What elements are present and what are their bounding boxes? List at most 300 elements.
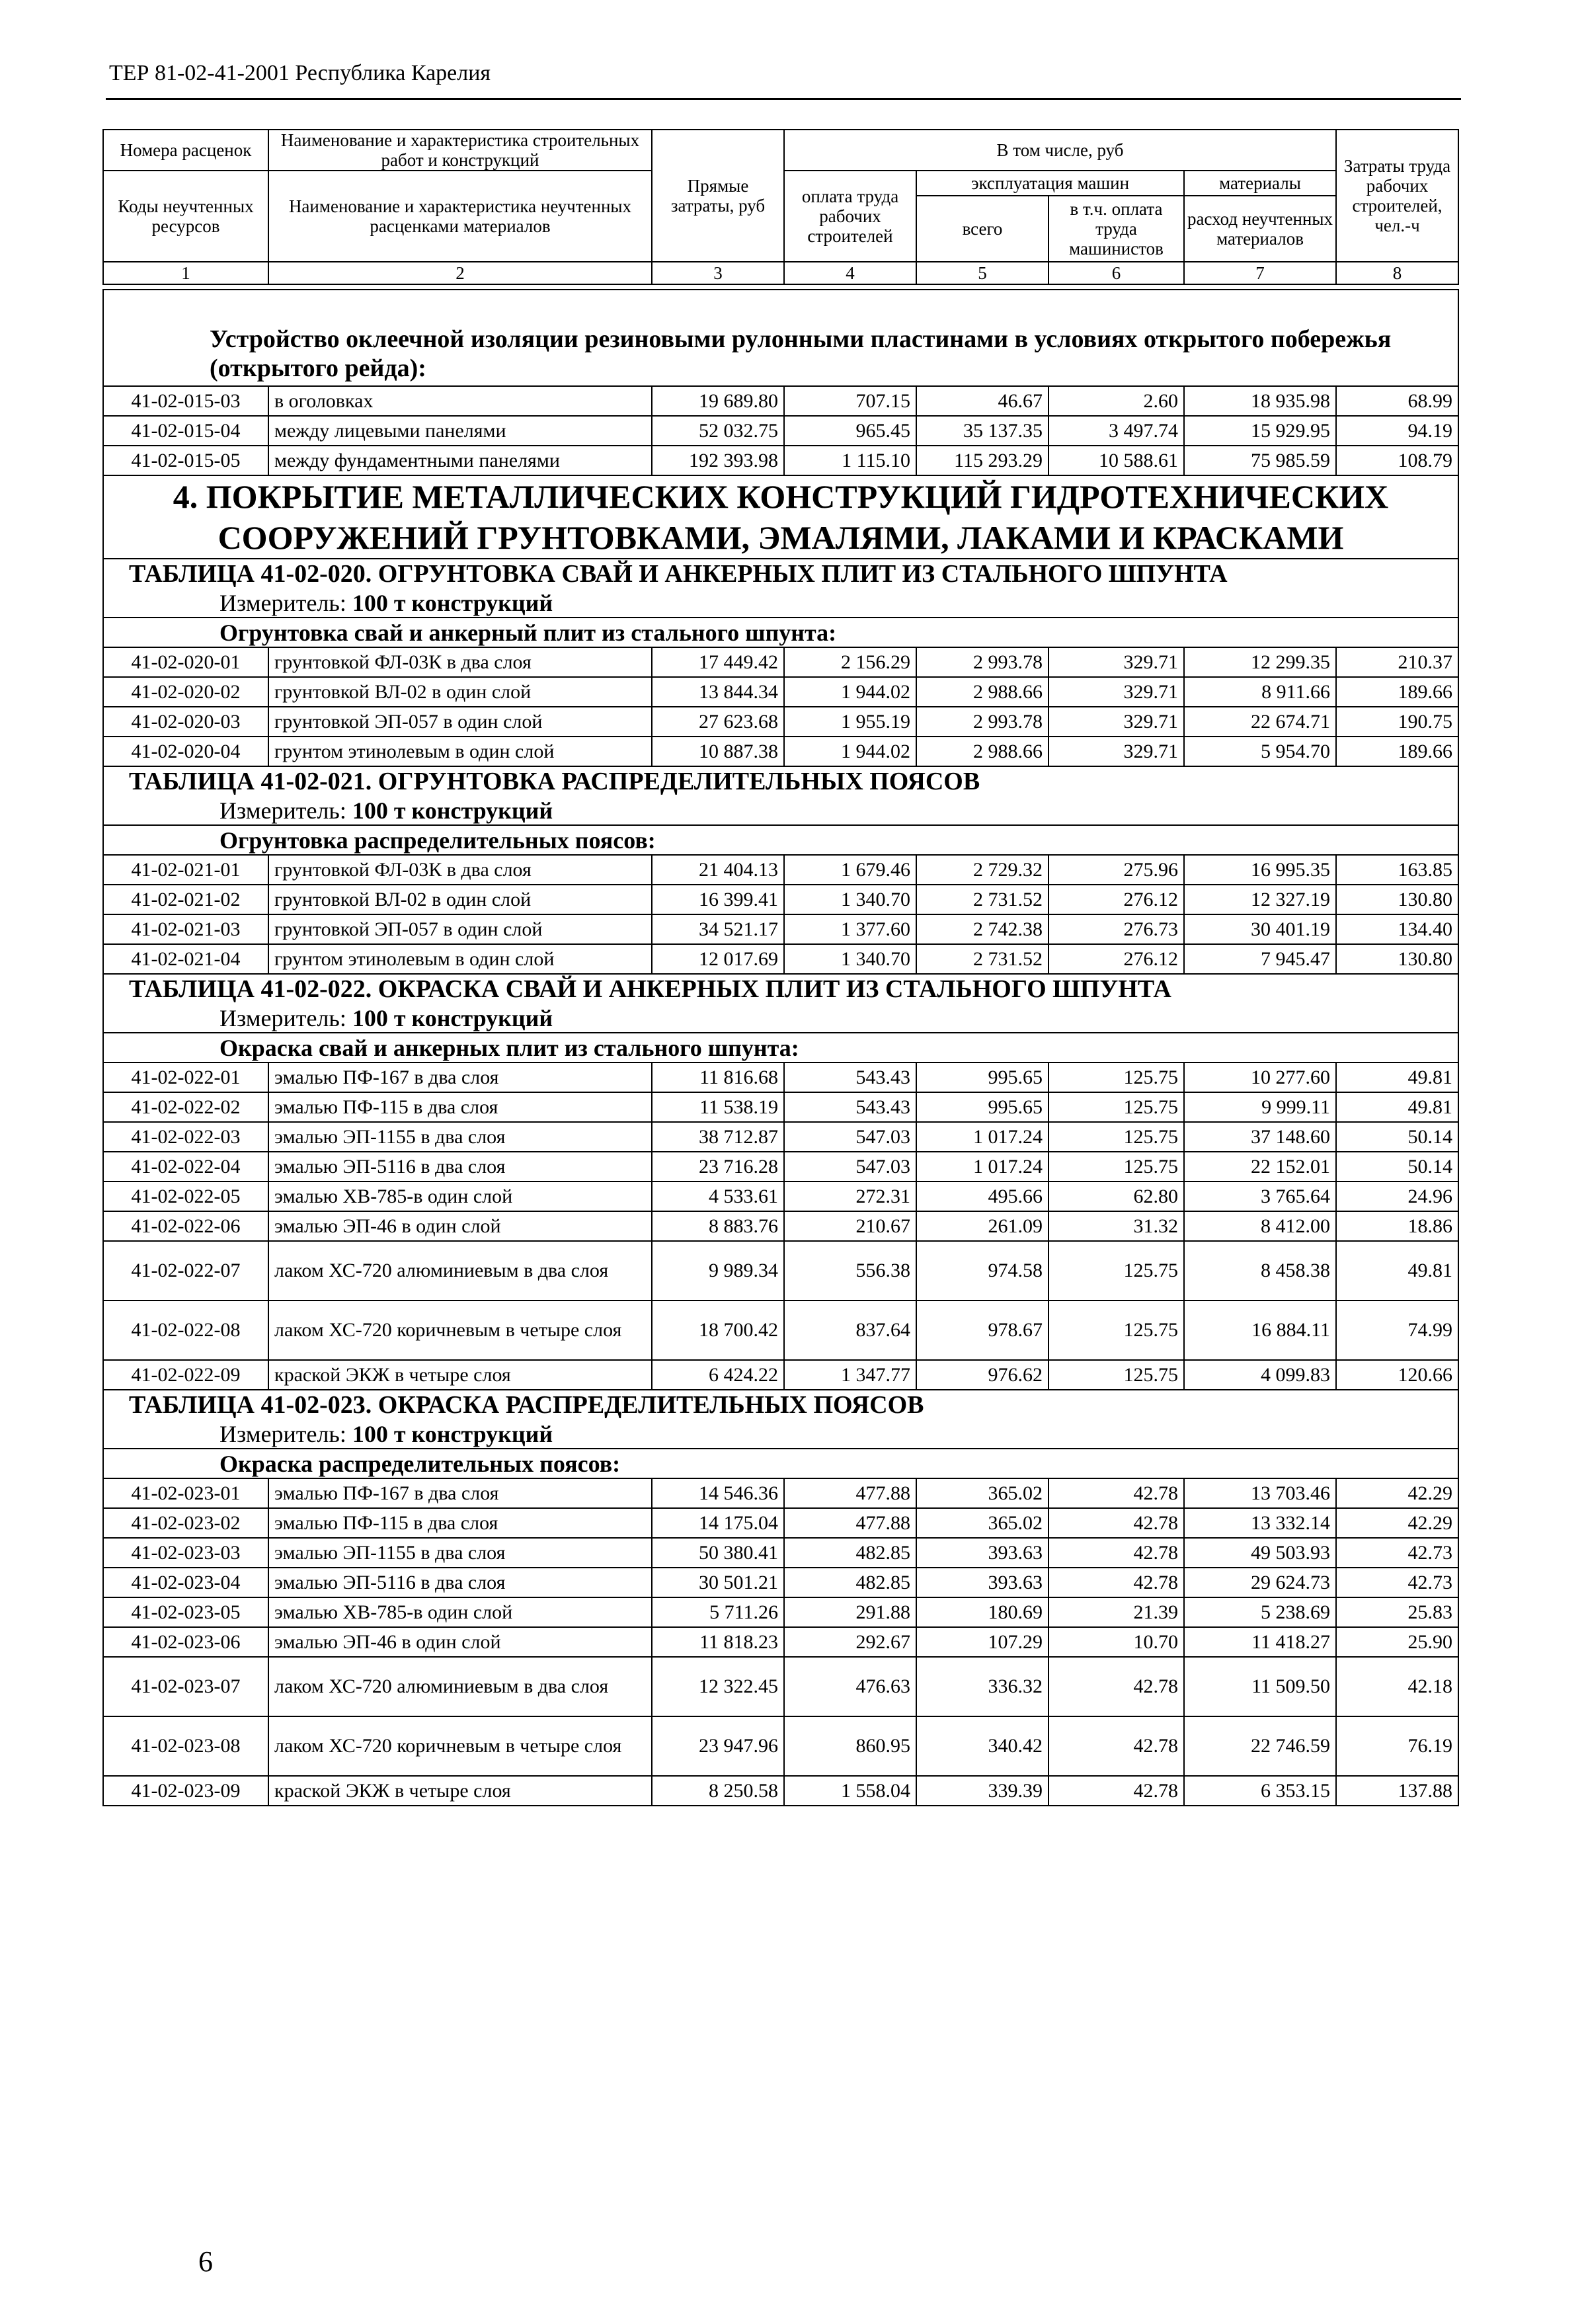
direct-cost: 30 501.21: [652, 1568, 784, 1597]
material-cost: 13 703.46: [1184, 1478, 1336, 1508]
worker-wages: 1 340.70: [784, 944, 916, 974]
work-description: грунтом этинолевым в один слой: [268, 737, 652, 766]
direct-cost: 17 449.42: [652, 647, 784, 677]
labor-hours: 74.99: [1336, 1301, 1458, 1360]
rate-code: 41-02-021-01: [103, 855, 268, 885]
material-cost: 13 332.14: [1184, 1508, 1336, 1538]
labor-hours: 134.40: [1336, 914, 1458, 944]
machine-cost: 978.67: [916, 1301, 1048, 1360]
machine-cost: 340.42: [916, 1716, 1048, 1776]
direct-cost: 23 947.96: [652, 1716, 784, 1776]
labor-hours: 42.73: [1336, 1538, 1458, 1568]
machine-cost: 180.69: [916, 1597, 1048, 1627]
worker-wages: 1 115.10: [784, 446, 916, 475]
machine-cost: 976.62: [916, 1360, 1048, 1390]
meter-value: 100 т конструкций: [352, 797, 553, 824]
material-cost: 49 503.93: [1184, 1538, 1336, 1568]
operator-wages: 42.78: [1048, 1776, 1184, 1806]
worker-wages: 1 377.60: [784, 914, 916, 944]
machine-cost: 46.67: [916, 386, 1048, 416]
direct-cost: 8 883.76: [652, 1211, 784, 1241]
worker-wages: 1 679.46: [784, 855, 916, 885]
table-row: [103, 885, 1458, 914]
direct-cost: 16 399.41: [652, 885, 784, 914]
meter-022: [103, 1004, 1458, 1033]
machine-cost: 995.65: [916, 1092, 1048, 1122]
rate-code: 41-02-020-04: [103, 737, 268, 766]
work-description: эмалью ПФ-115 в два слоя: [268, 1508, 652, 1538]
machine-cost: 995.65: [916, 1062, 1048, 1092]
worker-wages: 477.88: [784, 1478, 916, 1508]
labor-hours: 25.83: [1336, 1597, 1458, 1627]
rate-code: 41-02-022-02: [103, 1092, 268, 1122]
labor-hours: 120.66: [1336, 1360, 1458, 1390]
header-worker-wages: оплата труда рабочих строителей: [784, 171, 916, 262]
direct-cost: 19 689.80: [652, 386, 784, 416]
header-direct-cost: Прямые затраты, руб: [652, 130, 784, 262]
material-cost: 37 148.60: [1184, 1122, 1336, 1152]
work-description: эмалью ПФ-167 в два слоя: [268, 1062, 652, 1092]
rate-code: 41-02-023-02: [103, 1508, 268, 1538]
direct-cost: 10 887.38: [652, 737, 784, 766]
operator-wages: 10.70: [1048, 1627, 1184, 1657]
work-description: эмалью ЭП-1155 в два слоя: [268, 1122, 652, 1152]
header-including: В том числе, руб: [784, 130, 1336, 171]
rate-code: 41-02-022-06: [103, 1211, 268, 1241]
work-description: лаком ХС-720 алюминиевым в два слоя: [268, 1657, 652, 1716]
work-description: эмалью ХВ-785-в один слой: [268, 1597, 652, 1627]
table-row: [103, 1597, 1458, 1627]
table-row: [103, 1478, 1458, 1508]
work-description: лаком ХС-720 алюминиевым в два слоя: [268, 1241, 652, 1301]
worker-wages: 291.88: [784, 1597, 916, 1627]
work-description: эмалью ЭП-5116 в два слоя: [268, 1152, 652, 1182]
meter-value: 100 т конструкций: [352, 1420, 553, 1447]
labor-hours: 50.14: [1336, 1152, 1458, 1182]
labor-hours: 49.81: [1336, 1092, 1458, 1122]
table-022-rows: [103, 1062, 1458, 1390]
material-cost: 16 995.35: [1184, 855, 1336, 885]
labor-hours: 189.66: [1336, 677, 1458, 707]
direct-cost: 21 404.13: [652, 855, 784, 885]
labor-hours: 42.29: [1336, 1508, 1458, 1538]
machine-cost: 365.02: [916, 1478, 1048, 1508]
meter-label: Измеритель:: [219, 797, 346, 824]
material-cost: 9 999.11: [1184, 1092, 1336, 1122]
work-description: грунтовкой ФЛ-03К в два слоя: [268, 647, 652, 677]
machine-cost: 35 137.35: [916, 416, 1048, 446]
worker-wages: 482.85: [784, 1568, 916, 1597]
material-cost: 29 624.73: [1184, 1568, 1336, 1597]
page-number: 6: [198, 2245, 213, 2278]
worker-wages: 547.03: [784, 1122, 916, 1152]
rate-code: 41-02-021-02: [103, 885, 268, 914]
operator-wages: 125.75: [1048, 1241, 1184, 1301]
material-cost: 11 509.50: [1184, 1657, 1336, 1716]
labor-hours: 137.88: [1336, 1776, 1458, 1806]
work-description: между лицевыми панелями: [268, 416, 652, 446]
direct-cost: 13 844.34: [652, 677, 784, 707]
material-cost: 16 884.11: [1184, 1301, 1336, 1360]
header-material-name: Наименование и характеристика неучтенных расценками материалов: [268, 171, 652, 262]
worker-wages: 1 944.02: [784, 737, 916, 766]
table-row: [103, 416, 1458, 446]
material-cost: 11 418.27: [1184, 1627, 1336, 1657]
meter-value: 100 т конструкций: [352, 1004, 553, 1031]
worker-wages: 2 156.29: [784, 647, 916, 677]
table-row: [103, 737, 1458, 766]
work-description: грунтовкой ЭП-057 в один слой: [268, 707, 652, 737]
operator-wages: 275.96: [1048, 855, 1184, 885]
work-description: эмалью ЭП-46 в один слой: [268, 1627, 652, 1657]
table-023-rows: [103, 1478, 1458, 1806]
labor-hours: 76.19: [1336, 1716, 1458, 1776]
worker-wages: 543.43: [784, 1092, 916, 1122]
direct-cost: 23 716.28: [652, 1152, 784, 1182]
direct-cost: 34 521.17: [652, 914, 784, 944]
work-description: эмалью ЭП-5116 в два слоя: [268, 1568, 652, 1597]
column-number: 2: [268, 262, 652, 284]
operator-wages: 62.80: [1048, 1182, 1184, 1211]
machine-cost: 2 993.78: [916, 707, 1048, 737]
operator-wages: 276.12: [1048, 944, 1184, 974]
direct-cost: 27 623.68: [652, 707, 784, 737]
rate-code: 41-02-023-08: [103, 1716, 268, 1776]
rate-code: 41-02-022-04: [103, 1152, 268, 1182]
worker-wages: 556.38: [784, 1241, 916, 1301]
material-cost: 22 152.01: [1184, 1152, 1336, 1182]
machine-cost: 495.66: [916, 1182, 1048, 1211]
table-row: [103, 647, 1458, 677]
table-title-020: ТАБЛИЦА 41-02-020. ОГРУНТОВКА СВАЙ И АНКЕРНЫХ ПЛИТ ИЗ СТАЛЬНОГО ШПУНТА: [103, 559, 1458, 588]
section-title-row: [103, 290, 1458, 386]
work-description: грунтовкой ВЛ-02 в один слой: [268, 885, 652, 914]
direct-cost: 11 538.19: [652, 1092, 784, 1122]
work-description: в оголовках: [268, 386, 652, 416]
section-title: Устройство оклеечной изоляции резиновыми рулонными пластинами в условиях открытого побережья (открытого рейда):: [103, 290, 1458, 386]
worker-wages: 707.15: [784, 386, 916, 416]
rate-code: 41-02-020-01: [103, 647, 268, 677]
worker-wages: 965.45: [784, 416, 916, 446]
work-description: эмалью ХВ-785-в один слой: [268, 1182, 652, 1211]
material-cost: 15 929.95: [1184, 416, 1336, 446]
subhead-023: Окраска распределительных поясов:: [103, 1449, 1458, 1478]
machine-cost: 2 993.78: [916, 647, 1048, 677]
meter-value: 100 т конструкций: [352, 589, 553, 616]
operator-wages: 329.71: [1048, 737, 1184, 766]
subhead-020: Огрунтовка свай и анкерный плит из стального шпунта:: [103, 618, 1458, 647]
operator-wages: 10 588.61: [1048, 446, 1184, 475]
machine-cost: 1 017.24: [916, 1122, 1048, 1152]
machine-cost: 2 988.66: [916, 677, 1048, 707]
labor-hours: 108.79: [1336, 446, 1458, 475]
header-rule: [106, 98, 1461, 100]
table-row: [103, 386, 1458, 416]
labor-hours: 42.73: [1336, 1568, 1458, 1597]
header-machines-total: всего: [916, 196, 1048, 262]
direct-cost: 8 250.58: [652, 1776, 784, 1806]
machine-cost: 365.02: [916, 1508, 1048, 1538]
worker-wages: 477.88: [784, 1508, 916, 1538]
header-work-name: Наименование и характеристика строительных работ и конструкций: [268, 130, 652, 171]
column-number: 1: [103, 262, 268, 284]
header-machines: эксплуатация машин: [916, 171, 1184, 196]
operator-wages: 2.60: [1048, 386, 1184, 416]
chapter-title: 4. ПОКРЫТИЕ МЕТАЛЛИЧЕСКИХ КОНСТРУКЦИЙ ГИДРОТЕХНИЧЕСКИХ СООРУЖЕНИЙ ГРУНТОВКАМИ, ЭМАЛЯМИ, ЛАКАМИ И КРАСКАМИ: [103, 475, 1458, 559]
worker-wages: 292.67: [784, 1627, 916, 1657]
work-description: грунтовкой ФЛ-03К в два слоя: [268, 855, 652, 885]
operator-wages: 329.71: [1048, 707, 1184, 737]
column-number: 3: [652, 262, 784, 284]
material-cost: 4 099.83: [1184, 1360, 1336, 1390]
machine-cost: 2 731.52: [916, 885, 1048, 914]
direct-cost: 6 424.22: [652, 1360, 784, 1390]
material-cost: 22 674.71: [1184, 707, 1336, 737]
column-number: 6: [1048, 262, 1184, 284]
machine-cost: 339.39: [916, 1776, 1048, 1806]
table-row: [103, 446, 1458, 475]
machine-cost: 261.09: [916, 1211, 1048, 1241]
header-unaccounted-materials: расход неучтенных материалов: [1184, 196, 1336, 262]
direct-cost: 38 712.87: [652, 1122, 784, 1152]
direct-cost: 12 322.45: [652, 1657, 784, 1716]
table-row: [103, 1627, 1458, 1657]
material-cost: 8 911.66: [1184, 677, 1336, 707]
operator-wages: 42.78: [1048, 1716, 1184, 1776]
direct-cost: 52 032.75: [652, 416, 784, 446]
work-description: краской ЭКЖ в четыре слоя: [268, 1360, 652, 1390]
direct-cost: 9 989.34: [652, 1241, 784, 1301]
rate-code: 41-02-022-08: [103, 1301, 268, 1360]
work-description: краской ЭКЖ в четыре слоя: [268, 1776, 652, 1806]
worker-wages: 1 558.04: [784, 1776, 916, 1806]
operator-wages: 42.78: [1048, 1538, 1184, 1568]
work-description: между фундаментными панелями: [268, 446, 652, 475]
worker-wages: 476.63: [784, 1657, 916, 1716]
material-cost: 18 935.98: [1184, 386, 1336, 416]
material-cost: 22 746.59: [1184, 1716, 1336, 1776]
column-number: 7: [1184, 262, 1336, 284]
worker-wages: 210.67: [784, 1211, 916, 1241]
labor-hours: 94.19: [1336, 416, 1458, 446]
rate-code: 41-02-021-04: [103, 944, 268, 974]
work-description: эмалью ЭП-1155 в два слоя: [268, 1538, 652, 1568]
operator-wages: 125.75: [1048, 1062, 1184, 1092]
operator-wages: 42.78: [1048, 1657, 1184, 1716]
meter-021: [103, 796, 1458, 825]
operator-wages: 329.71: [1048, 677, 1184, 707]
worker-wages: 1 347.77: [784, 1360, 916, 1390]
work-description: грунтом этинолевым в один слой: [268, 944, 652, 974]
labor-hours: 42.29: [1336, 1478, 1458, 1508]
rate-code: 41-02-023-07: [103, 1657, 268, 1716]
worker-wages: 482.85: [784, 1538, 916, 1568]
direct-cost: 18 700.42: [652, 1301, 784, 1360]
labor-hours: 24.96: [1336, 1182, 1458, 1211]
worker-wages: 272.31: [784, 1182, 916, 1211]
direct-cost: 4 533.61: [652, 1182, 784, 1211]
operator-wages: 125.75: [1048, 1152, 1184, 1182]
worker-wages: 1 340.70: [784, 885, 916, 914]
table-020-rows: [103, 647, 1458, 766]
direct-cost: 14 175.04: [652, 1508, 784, 1538]
direct-cost: 14 546.36: [652, 1478, 784, 1508]
meter-label: Измеритель:: [219, 589, 346, 616]
table-row: [103, 1062, 1458, 1092]
column-number: 4: [784, 262, 916, 284]
material-cost: 8 412.00: [1184, 1211, 1336, 1241]
direct-cost: 192 393.98: [652, 446, 784, 475]
worker-wages: 837.64: [784, 1301, 916, 1360]
header-labor-costs: Затраты труда рабочих строителей, чел.-ч: [1336, 130, 1458, 262]
rate-code: 41-02-023-09: [103, 1776, 268, 1806]
operator-wages: 276.73: [1048, 914, 1184, 944]
page-header: ТЕР 81-02-41-2001 Республика Карелия: [109, 61, 491, 85]
table-row: [103, 1360, 1458, 1390]
rate-code: 41-02-022-09: [103, 1360, 268, 1390]
header-rate-number: Номера расценок: [103, 130, 268, 171]
table-row: [103, 1716, 1458, 1776]
operator-wages: 31.32: [1048, 1211, 1184, 1241]
labor-hours: 190.75: [1336, 707, 1458, 737]
material-cost: 7 945.47: [1184, 944, 1336, 974]
work-description: грунтовкой ЭП-057 в один слой: [268, 914, 652, 944]
work-description: эмалью ПФ-167 в два слоя: [268, 1478, 652, 1508]
table-row: [103, 677, 1458, 707]
column-number: 5: [916, 262, 1048, 284]
operator-wages: 329.71: [1048, 647, 1184, 677]
labor-hours: 42.18: [1336, 1657, 1458, 1716]
labor-hours: 130.80: [1336, 885, 1458, 914]
labor-hours: 49.81: [1336, 1062, 1458, 1092]
rate-code: 41-02-022-07: [103, 1241, 268, 1301]
table-row: [103, 1241, 1458, 1301]
header-operator-wages: в т.ч. оплата труда машинистов: [1048, 196, 1184, 262]
direct-cost: 50 380.41: [652, 1538, 784, 1568]
table-row: [103, 1092, 1458, 1122]
worker-wages: 543.43: [784, 1062, 916, 1092]
table-row: [103, 707, 1458, 737]
machine-cost: 2 742.38: [916, 914, 1048, 944]
rate-code: 41-02-023-06: [103, 1627, 268, 1657]
machine-cost: 336.32: [916, 1657, 1048, 1716]
table-row: [103, 1776, 1458, 1806]
work-description: эмалью ЭП-46 в один слой: [268, 1211, 652, 1241]
worker-wages: 1 955.19: [784, 707, 916, 737]
rate-code: 41-02-023-05: [103, 1597, 268, 1627]
header-materials: материалы: [1184, 171, 1336, 196]
table-title-022: ТАБЛИЦА 41-02-022. ОКРАСКА СВАЙ И АНКЕРНЫХ ПЛИТ ИЗ СТАЛЬНОГО ШПУНТА: [103, 974, 1458, 1004]
meter-023: [103, 1420, 1458, 1449]
worker-wages: 1 944.02: [784, 677, 916, 707]
material-cost: 10 277.60: [1184, 1062, 1336, 1092]
table-row: [103, 1182, 1458, 1211]
machine-cost: 115 293.29: [916, 446, 1048, 475]
section-a-rows: [103, 386, 1458, 475]
work-description: эмалью ПФ-115 в два слоя: [268, 1092, 652, 1122]
labor-hours: 18.86: [1336, 1211, 1458, 1241]
rate-code: 41-02-020-02: [103, 677, 268, 707]
labor-hours: 49.81: [1336, 1241, 1458, 1301]
operator-wages: 42.78: [1048, 1568, 1184, 1597]
subhead-022: Окраска свай и анкерных плит из стального шпунта:: [103, 1033, 1458, 1062]
table-row: [103, 855, 1458, 885]
subhead-021: Огрунтовка распределительных поясов:: [103, 825, 1458, 855]
table-row: [103, 1122, 1458, 1152]
rate-code: 41-02-022-01: [103, 1062, 268, 1092]
machine-cost: 2 988.66: [916, 737, 1048, 766]
rate-code: 41-02-015-05: [103, 446, 268, 475]
material-cost: 3 765.64: [1184, 1182, 1336, 1211]
operator-wages: 276.12: [1048, 885, 1184, 914]
direct-cost: 11 816.68: [652, 1062, 784, 1092]
rate-code: 41-02-022-05: [103, 1182, 268, 1211]
machine-cost: 393.63: [916, 1538, 1048, 1568]
meter-label: Измеритель:: [219, 1420, 346, 1447]
labor-hours: 25.90: [1336, 1627, 1458, 1657]
labor-hours: 68.99: [1336, 386, 1458, 416]
direct-cost: 11 818.23: [652, 1627, 784, 1657]
labor-hours: 189.66: [1336, 737, 1458, 766]
rate-code: 41-02-021-03: [103, 914, 268, 944]
table-row: [103, 1301, 1458, 1360]
labor-hours: 210.37: [1336, 647, 1458, 677]
operator-wages: 125.75: [1048, 1360, 1184, 1390]
rate-code: 41-02-020-03: [103, 707, 268, 737]
table-row: [103, 1657, 1458, 1716]
column-number: 8: [1336, 262, 1458, 284]
rate-code: 41-02-023-03: [103, 1538, 268, 1568]
work-description: лаком ХС-720 коричневым в четыре слоя: [268, 1716, 652, 1776]
table-row: [103, 1538, 1458, 1568]
operator-wages: 3 497.74: [1048, 416, 1184, 446]
meter-020: [103, 588, 1458, 618]
machine-cost: 2 731.52: [916, 944, 1048, 974]
material-cost: 6 353.15: [1184, 1776, 1336, 1806]
material-cost: 5 954.70: [1184, 737, 1336, 766]
table-row: [103, 944, 1458, 974]
operator-wages: 42.78: [1048, 1508, 1184, 1538]
labor-hours: 50.14: [1336, 1122, 1458, 1152]
direct-cost: 12 017.69: [652, 944, 784, 974]
table-row: [103, 1152, 1458, 1182]
material-cost: 75 985.59: [1184, 446, 1336, 475]
machine-cost: 1 017.24: [916, 1152, 1048, 1182]
table-row: [103, 1211, 1458, 1241]
table-row: [103, 1568, 1458, 1597]
operator-wages: 125.75: [1048, 1122, 1184, 1152]
table-row: [103, 1508, 1458, 1538]
machine-cost: 107.29: [916, 1627, 1048, 1657]
material-cost: 8 458.38: [1184, 1241, 1336, 1301]
rate-code: 41-02-015-04: [103, 416, 268, 446]
table-title-023: ТАБЛИЦА 41-02-023. ОКРАСКА РАСПРЕДЕЛИТЕЛЬНЫХ ПОЯСОВ: [103, 1390, 1458, 1420]
rate-code: 41-02-015-03: [103, 386, 268, 416]
rate-code: 41-02-023-04: [103, 1568, 268, 1597]
table-row: [103, 914, 1458, 944]
header-resource-codes: Коды неучтенных ресурсов: [103, 171, 268, 262]
table-header: [102, 129, 1459, 285]
operator-wages: 42.78: [1048, 1478, 1184, 1508]
operator-wages: 21.39: [1048, 1597, 1184, 1627]
machine-cost: 2 729.32: [916, 855, 1048, 885]
meter-label: Измеритель:: [219, 1004, 346, 1031]
labor-hours: 163.85: [1336, 855, 1458, 885]
table-title-021: ТАБЛИЦА 41-02-021. ОГРУНТОВКА РАСПРЕДЕЛИТЕЛЬНЫХ ПОЯСОВ: [103, 766, 1458, 796]
rate-code: 41-02-023-01: [103, 1478, 268, 1508]
rates-table: [102, 289, 1459, 1806]
worker-wages: 547.03: [784, 1152, 916, 1182]
